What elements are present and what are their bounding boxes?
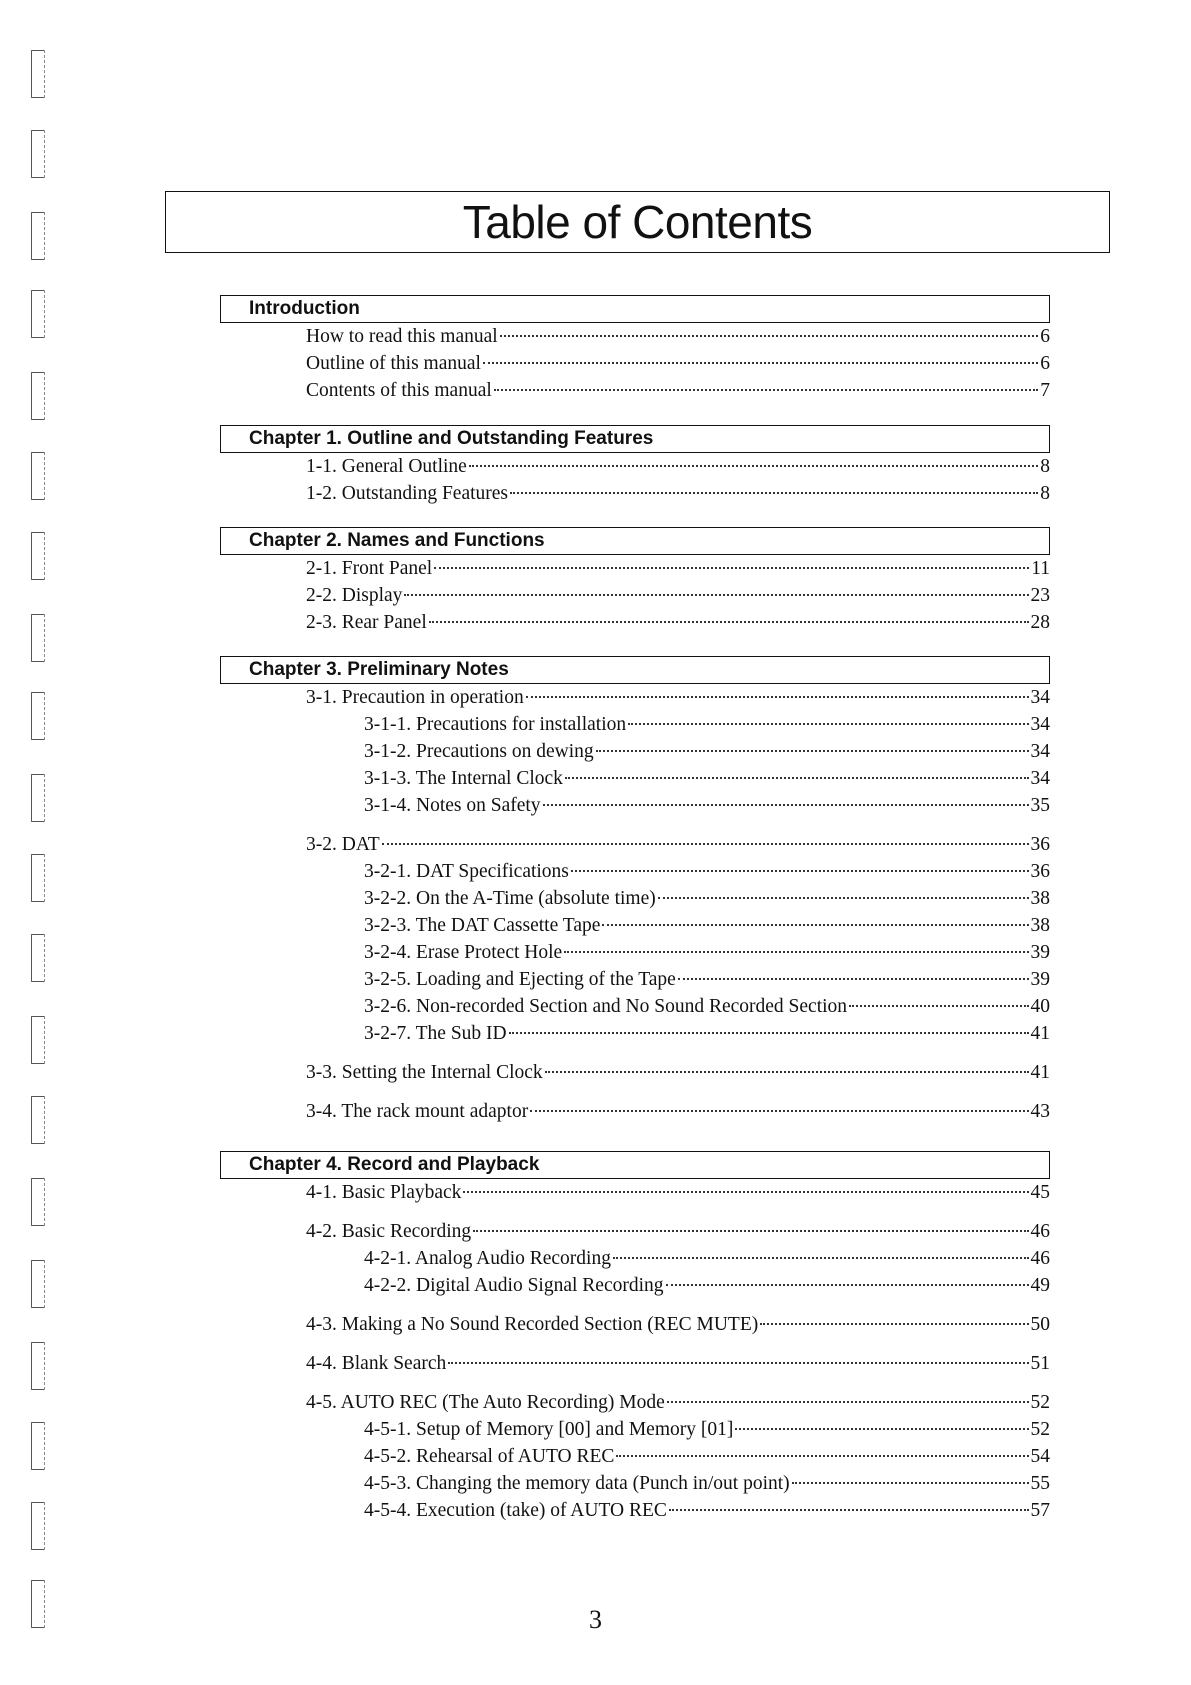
entry-label: 1-2. Outstanding Features <box>306 483 509 504</box>
entry-gap <box>220 819 1050 831</box>
toc-entry[interactable] <box>220 1470 1050 1497</box>
dot-leader <box>571 870 1029 872</box>
dot-leader <box>564 951 1028 953</box>
entry-page-number: 34 <box>1030 768 1050 789</box>
entry-page-number: 23 <box>1030 585 1050 606</box>
binder-mark <box>31 1342 45 1390</box>
toc-entry[interactable] <box>220 939 1050 966</box>
entry-label: How to read this manual <box>306 326 498 347</box>
binder-mark <box>31 934 45 982</box>
dot-leader <box>669 1509 1029 1511</box>
dot-leader <box>667 1401 1029 1403</box>
entry-label: 3-2. DAT <box>306 834 380 855</box>
dot-leader <box>434 567 1029 569</box>
dot-leader <box>526 696 1029 698</box>
entry-gap <box>220 1047 1050 1059</box>
binder-mark <box>31 50 45 98</box>
dot-leader <box>565 777 1029 779</box>
toc-entry[interactable] <box>220 792 1050 819</box>
entry-label: 3-2-7. The Sub ID <box>364 1023 507 1044</box>
toc-entry[interactable] <box>220 738 1050 765</box>
binder-mark <box>31 1502 45 1550</box>
section-heading: Chapter 4. Record and Playback <box>220 1151 1050 1179</box>
binder-mark <box>31 614 45 662</box>
entry-label: 4-4. Blank Search <box>306 1353 447 1374</box>
entry-page-number: 38 <box>1030 915 1050 936</box>
entry-page-number: 52 <box>1030 1392 1050 1413</box>
entry-gap <box>220 1086 1050 1098</box>
entry-page-number: 52 <box>1030 1419 1050 1440</box>
toc-entry[interactable] <box>220 1389 1050 1416</box>
entry-label: 4-5-4. Execution (take) of AUTO REC <box>364 1500 667 1521</box>
entry-label: 2-2. Display <box>306 585 403 606</box>
dot-leader <box>463 1191 1028 1193</box>
entry-page-number: 41 <box>1030 1023 1050 1044</box>
toc-entry[interactable] <box>220 1272 1050 1299</box>
dot-leader <box>628 723 1028 725</box>
toc-entry[interactable] <box>220 453 1050 480</box>
entry-label: 4-5-3. Changing the memory data (Punch in/out point) <box>364 1473 790 1494</box>
entry-page-number: 54 <box>1030 1446 1050 1467</box>
dot-leader <box>596 750 1029 752</box>
dot-leader <box>613 1257 1029 1259</box>
dot-leader <box>849 1005 1028 1007</box>
entry-label: 4-1. Basic Playback <box>306 1182 462 1203</box>
entry-page-number: 8 <box>1040 456 1050 477</box>
binder-holes <box>29 0 49 1685</box>
dot-leader <box>404 594 1028 596</box>
page-number: 3 <box>589 1605 602 1634</box>
binder-mark <box>31 452 45 500</box>
entry-page-number: 49 <box>1030 1275 1050 1296</box>
binder-mark <box>31 1016 45 1064</box>
toc-entry[interactable] <box>220 1350 1050 1377</box>
entry-page-number: 8 <box>1040 483 1050 504</box>
entry-page-number: 38 <box>1030 888 1050 909</box>
binder-mark <box>31 1260 45 1308</box>
toc-entry[interactable] <box>220 555 1050 582</box>
entry-page-number: 46 <box>1030 1248 1050 1269</box>
toc-entry[interactable] <box>220 480 1050 507</box>
dot-leader <box>530 1110 1028 1112</box>
entry-page-number: 45 <box>1030 1182 1050 1203</box>
entry-page-number: 11 <box>1031 558 1050 579</box>
entry-gap <box>220 1338 1050 1350</box>
entry-page-number: 43 <box>1030 1101 1050 1122</box>
toc-entry[interactable] <box>220 1416 1050 1443</box>
toc-entry[interactable] <box>220 885 1050 912</box>
entry-label: 4-5-1. Setup of Memory [00] and Memory [01] <box>364 1419 734 1440</box>
binder-mark <box>31 854 45 902</box>
section-heading: Chapter 2. Names and Functions <box>220 527 1050 555</box>
entry-page-number: 39 <box>1030 969 1050 990</box>
toc-entry[interactable] <box>220 1443 1050 1470</box>
entry-label: 3-4. The rack mount adaptor <box>306 1101 529 1122</box>
entry-page-number: 46 <box>1030 1221 1050 1242</box>
entry-label: 3-1. Precaution in operation <box>306 687 524 708</box>
toc-entry[interactable] <box>220 831 1050 858</box>
entry-label: 3-2-3. The DAT Cassette Tape <box>364 915 601 936</box>
dot-leader <box>792 1482 1029 1484</box>
entry-page-number: 51 <box>1030 1353 1050 1374</box>
entry-label: Contents of this manual <box>306 380 492 401</box>
entry-page-number: 50 <box>1030 1314 1050 1335</box>
entry-page-number: 55 <box>1030 1473 1050 1494</box>
dot-leader <box>760 1323 1028 1325</box>
dot-leader <box>448 1362 1028 1364</box>
toc-entry[interactable] <box>220 1311 1050 1338</box>
dot-leader <box>616 1455 1028 1457</box>
dot-leader <box>500 335 1039 337</box>
toc-entry[interactable] <box>220 1179 1050 1206</box>
entry-label: 3-1-2. Precautions on dewing <box>364 741 594 762</box>
toc-entry[interactable] <box>220 350 1050 377</box>
toc-entry[interactable] <box>220 993 1050 1020</box>
dot-leader <box>494 389 1038 391</box>
toc-entry[interactable] <box>220 1059 1050 1086</box>
entry-label: 3-3. Setting the Internal Clock <box>306 1062 543 1083</box>
entry-label: 4-5. AUTO REC (The Auto Recording) Mode <box>306 1392 665 1413</box>
entry-page-number: 6 <box>1040 353 1050 374</box>
entry-page-number: 35 <box>1030 795 1050 816</box>
entry-page-number: 57 <box>1030 1500 1050 1521</box>
entry-label: 3-1-3. The Internal Clock <box>364 768 563 789</box>
entry-label: 3-2-6. Non-recorded Section and No Sound Recorded Section <box>364 996 848 1017</box>
toc-entry[interactable] <box>220 609 1050 636</box>
toc-entry[interactable] <box>220 323 1050 350</box>
entry-label: 1-1. General Outline <box>306 456 467 477</box>
entry-page-number: 41 <box>1030 1062 1050 1083</box>
dot-leader <box>510 492 1038 494</box>
toc-section <box>220 527 1050 636</box>
entry-page-number: 6 <box>1040 326 1050 347</box>
dot-leader <box>666 1284 1029 1286</box>
binder-mark <box>31 774 45 822</box>
dot-leader <box>678 978 1029 980</box>
entry-label: 3-2-1. DAT Specifications <box>364 861 569 882</box>
dot-leader <box>735 1428 1028 1430</box>
toc-entry[interactable] <box>220 858 1050 885</box>
entry-page-number: 34 <box>1030 714 1050 735</box>
binder-mark <box>31 372 45 420</box>
toc-entry[interactable] <box>220 711 1050 738</box>
entry-label: 3-2-2. On the A-Time (absolute time) <box>364 888 656 909</box>
toc-entry[interactable] <box>220 1497 1050 1524</box>
dot-leader <box>509 1032 1029 1034</box>
entry-label: 4-2-1. Analog Audio Recording <box>364 1248 611 1269</box>
binder-mark <box>31 1422 45 1470</box>
section-heading: Introduction <box>220 295 1050 323</box>
toc-section <box>220 1151 1050 1524</box>
page-title: Table of Contents <box>462 196 813 248</box>
entry-page-number: 36 <box>1030 861 1050 882</box>
entry-page-number: 34 <box>1030 741 1050 762</box>
entry-gap <box>220 1377 1050 1389</box>
entry-page-number: 39 <box>1030 942 1050 963</box>
entry-label: Outline of this manual <box>306 353 481 374</box>
entry-page-number: 36 <box>1030 834 1050 855</box>
dot-leader <box>545 1071 1029 1073</box>
toc-entry[interactable] <box>220 966 1050 993</box>
dot-leader <box>658 897 1029 899</box>
entry-label: 3-2-5. Loading and Ejecting of the Tape <box>364 969 676 990</box>
binder-mark <box>31 212 45 260</box>
entry-label: 4-2. Basic Recording <box>306 1221 472 1242</box>
entry-label: 4-2-2. Digital Audio Signal Recording <box>364 1275 664 1296</box>
binder-mark <box>31 1178 45 1226</box>
toc-section <box>220 425 1050 507</box>
dot-leader <box>602 924 1028 926</box>
section-heading: Chapter 3. Preliminary Notes <box>220 656 1050 684</box>
entry-label: 3-2-4. Erase Protect Hole <box>364 942 563 963</box>
dot-leader <box>429 621 1029 623</box>
section-heading: Chapter 1. Outline and Outstanding Features <box>220 425 1050 453</box>
entry-label: 3-1-4. Notes on Safety <box>364 795 541 816</box>
entry-page-number: 34 <box>1030 687 1050 708</box>
entry-page-number: 28 <box>1030 612 1050 633</box>
toc-entry[interactable] <box>220 1020 1050 1047</box>
entry-page-number: 7 <box>1040 380 1050 401</box>
toc-entry[interactable] <box>220 684 1050 711</box>
dot-leader <box>483 362 1038 364</box>
binder-mark <box>31 692 45 740</box>
entry-label: 2-3. Rear Panel <box>306 612 427 633</box>
dot-leader <box>469 465 1038 467</box>
dot-leader <box>382 843 1029 845</box>
toc-section <box>220 295 1050 404</box>
entry-label: 4-3. Making a No Sound Recorded Section (REC MUTE) <box>306 1314 759 1335</box>
dot-leader <box>473 1230 1028 1232</box>
entry-gap <box>220 1206 1050 1218</box>
toc-entry[interactable] <box>220 1218 1050 1245</box>
toc-section <box>220 656 1050 1125</box>
toc-entry[interactable] <box>220 377 1050 404</box>
toc-entry[interactable] <box>220 1245 1050 1272</box>
toc-entry[interactable] <box>220 912 1050 939</box>
entry-label: 3-1-1. Precautions for installation <box>364 714 627 735</box>
binder-mark <box>31 290 45 338</box>
title-box <box>165 191 1110 253</box>
entry-page-number: 40 <box>1030 996 1050 1017</box>
binder-mark <box>31 1096 45 1144</box>
entry-label: 4-5-2. Rehearsal of AUTO REC <box>364 1446 615 1467</box>
dot-leader <box>543 804 1029 806</box>
entry-gap <box>220 1299 1050 1311</box>
binder-mark <box>31 130 45 178</box>
entry-label: 2-1. Front Panel <box>306 558 433 579</box>
toc-entry[interactable] <box>220 1098 1050 1125</box>
toc-entry[interactable] <box>220 765 1050 792</box>
binder-mark <box>31 532 45 580</box>
toc-entry[interactable] <box>220 582 1050 609</box>
